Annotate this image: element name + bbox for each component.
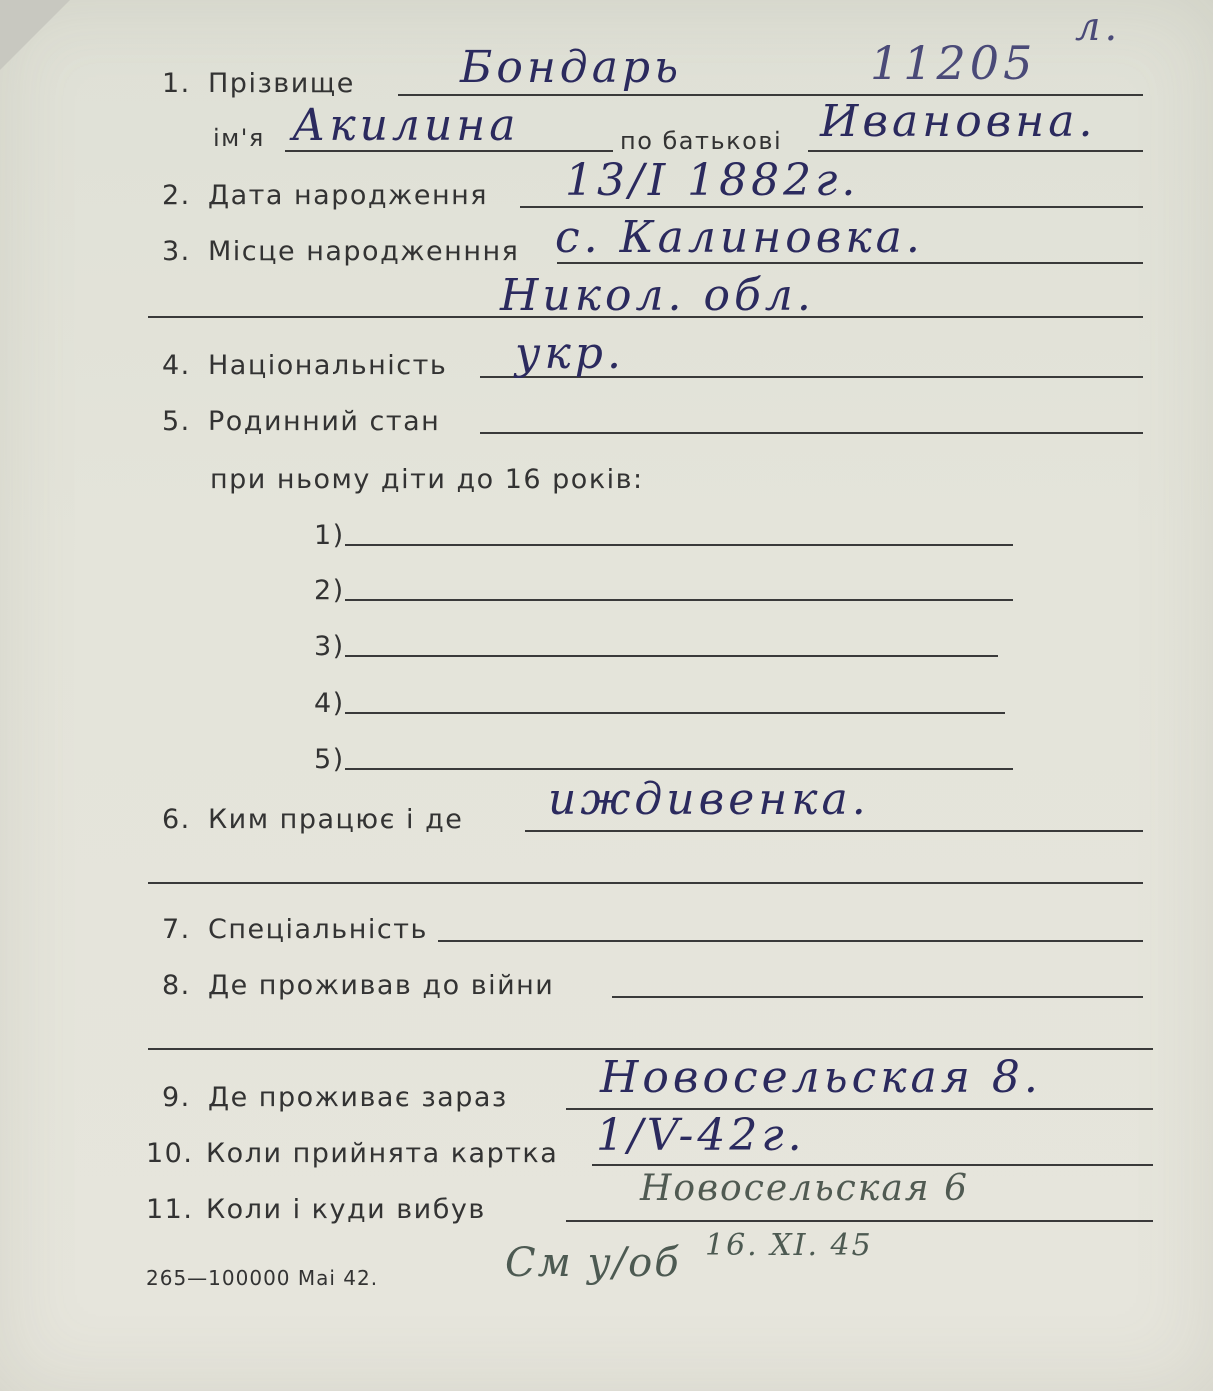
field-name-label: ім'я (213, 124, 265, 152)
field-name-value: Акилина (292, 100, 520, 151)
field-patronymic-label: по батькові (620, 127, 783, 155)
field-marital-label: Родинний стан (208, 406, 441, 437)
field-birthplace-value-2: Никол. обл. (500, 270, 815, 321)
field-children-label: при ньому діти до 16 років: (210, 464, 644, 495)
field-prewar-line-2 (148, 1048, 1153, 1050)
field-work-line-2 (148, 882, 1143, 884)
child-2-line (345, 599, 1013, 601)
field-2-number: 2. (162, 180, 191, 211)
field-marital-line (480, 432, 1143, 434)
record-suffix: л. (1075, 4, 1122, 50)
field-7-number: 7. (162, 914, 191, 945)
field-specialty-line (438, 940, 1143, 942)
field-surname-value: Бондарь (460, 42, 683, 93)
field-departure-line (566, 1220, 1153, 1222)
field-5-number: 5. (162, 406, 191, 437)
field-6-number: 6. (162, 804, 191, 835)
field-nationality-label: Національність (208, 350, 448, 381)
child-5-line (345, 768, 1013, 770)
annotation-date: 16. XI. 45 (705, 1228, 873, 1263)
child-3-line (345, 655, 998, 657)
child-1-number: 1) (314, 520, 345, 551)
field-1-number: 1. (162, 68, 191, 99)
print-code: 265—100000 Маі 42. (146, 1266, 379, 1290)
field-card-date-line (592, 1164, 1153, 1166)
field-8-number: 8. (162, 970, 191, 1001)
field-9-number: 9. (162, 1082, 191, 1113)
field-4-number: 4. (162, 350, 191, 381)
field-patronymic-value: Ивановна. (820, 96, 1097, 147)
field-work-line (525, 830, 1143, 832)
child-4-number: 4) (314, 688, 345, 719)
field-3-number: 3. (162, 236, 191, 267)
field-card-date-value: 1/V-42г. (596, 1110, 806, 1161)
torn-corner (0, 0, 70, 70)
field-nationality-value: укр. (515, 328, 625, 379)
child-1-line (345, 544, 1013, 546)
field-birthplace-label: Місце народженння (208, 236, 520, 267)
field-prewar-line (612, 996, 1143, 998)
field-card-date-label: Коли прийнята картка (206, 1138, 559, 1169)
field-birthdate-value: 13/I 1882г. (565, 155, 860, 206)
field-surname-label: Прізвище (208, 68, 355, 99)
field-birthdate-label: Дата народження (208, 180, 489, 211)
field-departure-value: Новосельская 6 (640, 1168, 969, 1209)
field-work-value: иждивенка. (548, 774, 870, 825)
field-current-address-label: Де проживає зараз (208, 1082, 508, 1113)
field-departure-label: Коли і куди вибув (206, 1194, 486, 1225)
field-11-number: 11. (146, 1194, 194, 1225)
field-prewar-label: Де проживав до війни (208, 970, 555, 1001)
signature: См у/об (505, 1240, 681, 1286)
field-10-number: 10. (146, 1138, 194, 1169)
child-5-number: 5) (314, 744, 345, 775)
field-specialty-label: Спеціальність (208, 914, 428, 945)
field-patronymic-line (808, 150, 1143, 152)
field-work-label: Ким працює і де (208, 804, 464, 835)
child-4-line (345, 712, 1005, 714)
record-number: 11205 (870, 36, 1037, 90)
child-3-number: 3) (314, 631, 345, 662)
field-current-address-value: Новосельская 8. (600, 1052, 1042, 1103)
field-birthdate-line (520, 206, 1143, 208)
child-2-number: 2) (314, 575, 345, 606)
field-birthplace-value: с. Калиновка. (555, 212, 924, 263)
